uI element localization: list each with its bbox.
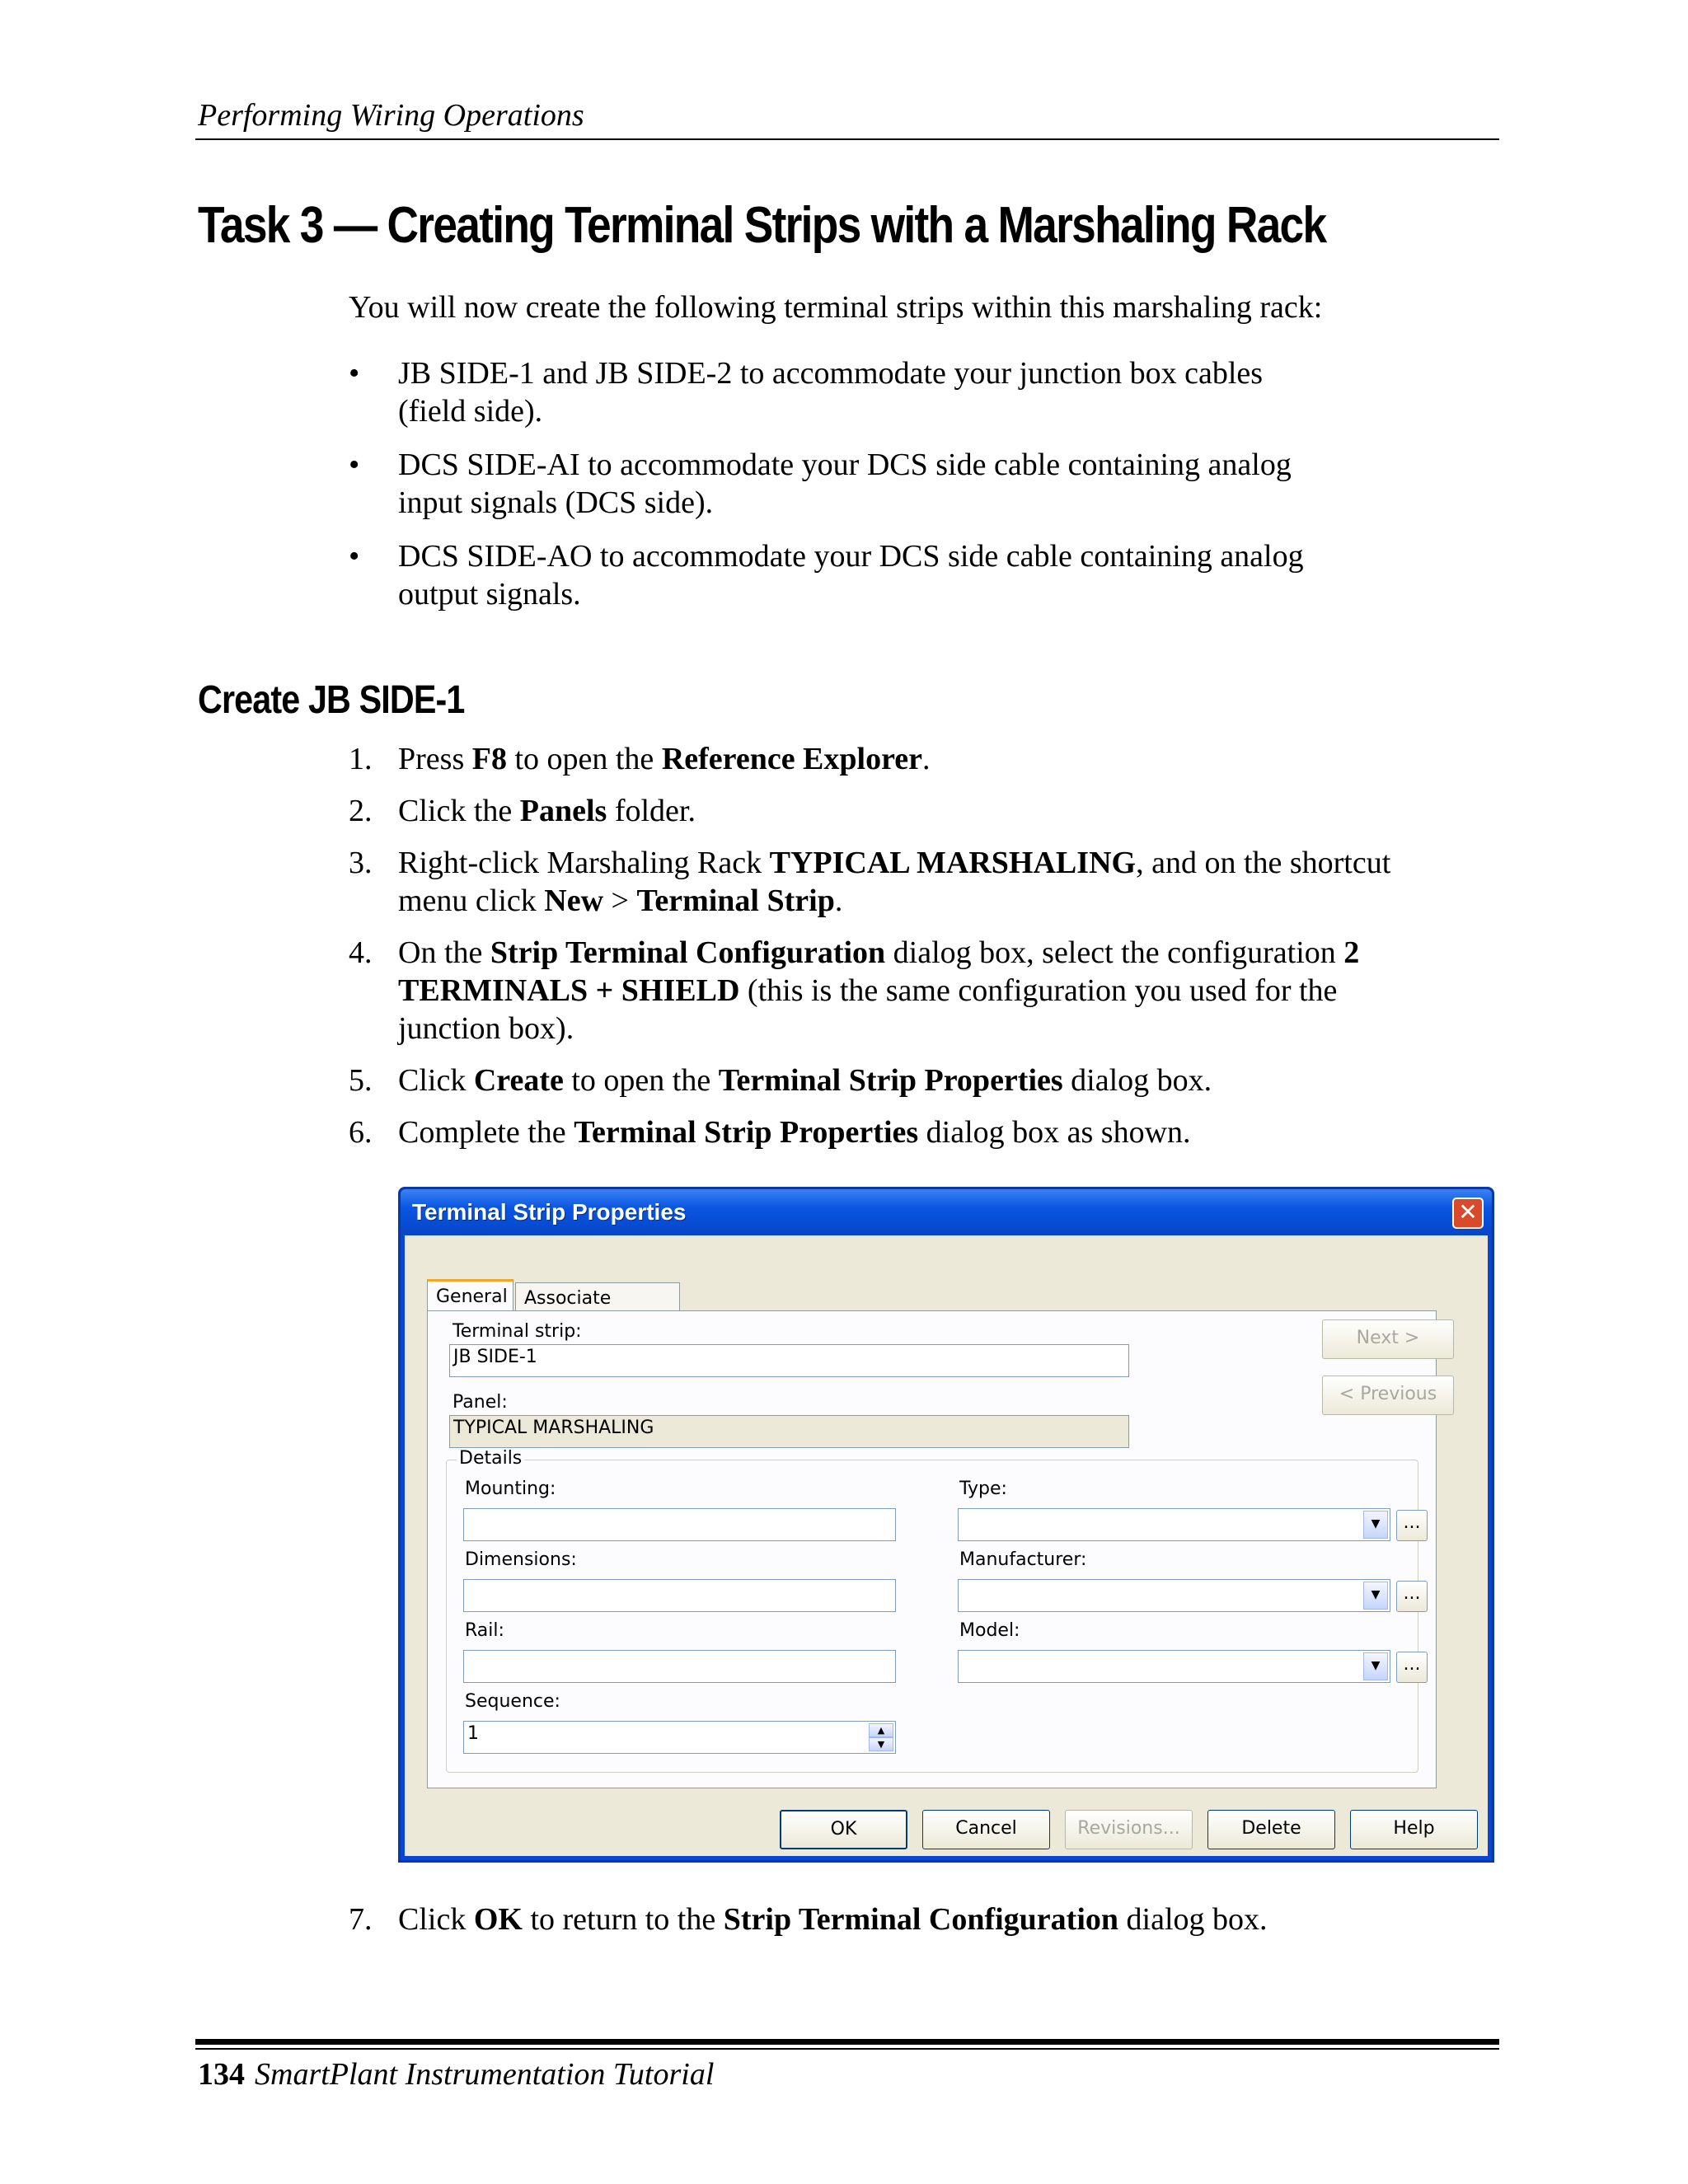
type-label: Type:: [959, 1479, 1007, 1499]
step-text: (this is the same configuration you used for the: [739, 973, 1338, 1008]
step-text: Right-click Marshaling Rack: [398, 846, 770, 880]
tab-general[interactable]: General: [427, 1279, 513, 1312]
step-text: menu click: [398, 883, 545, 918]
step-text: junction box).: [398, 1011, 574, 1046]
model-select[interactable]: [958, 1650, 1390, 1683]
page-title: Task 3 — Creating Terminal Strips with a Marshaling Rack: [198, 197, 1326, 254]
step-bold: Terminal Strip Properties: [574, 1115, 919, 1150]
step-text: dialog box.: [1062, 1063, 1212, 1098]
sequence-value: 1: [467, 1723, 479, 1744]
step-text: >: [603, 883, 637, 918]
step-bold: Create: [473, 1063, 564, 1098]
previous-button[interactable]: < Previous: [1322, 1376, 1454, 1415]
step-text: , and on the shortcut: [1136, 846, 1391, 880]
footer-rule-thin: [195, 2048, 1499, 2050]
panel-field: TYPICAL MARSHALING: [449, 1415, 1129, 1448]
details-group: [446, 1448, 1421, 1773]
sequence-stepper[interactable]: [463, 1721, 896, 1754]
dialog-title-bar: [401, 1189, 1492, 1235]
chevron-down-icon[interactable]: ▼: [1363, 1652, 1388, 1680]
step-number: 4.: [349, 935, 373, 970]
model-label: Model:: [959, 1620, 1020, 1641]
step-text: folder.: [607, 794, 696, 828]
step-text: Click: [398, 1063, 474, 1098]
bullet-line: DCS SIDE-AI to accommodate your DCS side cable containing analog: [398, 448, 1292, 482]
rail-label: Rail:: [465, 1620, 504, 1641]
step-bold: Strip Terminal Configuration: [490, 935, 886, 970]
spin-up-icon[interactable]: ▲: [869, 1723, 893, 1737]
model-browse-button[interactable]: ...: [1396, 1652, 1428, 1683]
step-text: .: [922, 742, 931, 776]
step-bold: New: [544, 883, 604, 918]
terminal-strip-input[interactable]: JB SIDE-1: [449, 1344, 1129, 1377]
bullet-line: input signals (DCS side).: [398, 485, 714, 520]
chevron-down-icon[interactable]: ▼: [1363, 1511, 1388, 1539]
rail-input[interactable]: [463, 1650, 896, 1683]
bullet-symbol: •: [349, 448, 360, 482]
sequence-label: Sequence:: [465, 1691, 560, 1712]
step-bold: Terminal Strip: [636, 883, 835, 918]
type-browse-button[interactable]: ...: [1396, 1510, 1428, 1541]
step-text: On the: [398, 935, 490, 970]
step-number: 2.: [349, 794, 373, 828]
ok-button[interactable]: OK: [780, 1810, 907, 1849]
step-number: 3.: [349, 846, 373, 880]
page-number: 134: [198, 2057, 245, 2092]
bullet-line: output signals.: [398, 577, 581, 612]
dialog-body: [405, 1235, 1488, 1856]
step-text: to open the: [506, 742, 662, 776]
manufacturer-label: Manufacturer:: [959, 1549, 1087, 1570]
step-text: Press: [398, 742, 472, 776]
revisions-button[interactable]: Revisions...: [1065, 1810, 1193, 1849]
footer-title: SmartPlant Instrumentation Tutorial: [255, 2057, 715, 2092]
step-number: 6.: [349, 1115, 373, 1150]
type-select[interactable]: [958, 1508, 1390, 1541]
step-text: Click the: [398, 794, 520, 828]
step-text: to open the: [563, 1063, 719, 1098]
delete-button[interactable]: Delete: [1207, 1810, 1335, 1849]
step-number: 1.: [349, 742, 373, 776]
step-text: dialog box as shown.: [918, 1115, 1191, 1150]
step-bold: 2: [1343, 935, 1360, 970]
terminal-strip-properties-dialog: [398, 1187, 1494, 1863]
panel-label: Panel:: [452, 1392, 508, 1413]
step-bold: TERMINALS + SHIELD: [398, 973, 740, 1008]
step-bold: TYPICAL MARSHALING: [769, 846, 1137, 880]
spin-down-icon[interactable]: ▼: [869, 1737, 893, 1751]
manufacturer-browse-button[interactable]: ...: [1396, 1581, 1428, 1612]
manufacturer-select[interactable]: [958, 1579, 1390, 1612]
step-bold: Terminal Strip Properties: [718, 1063, 1063, 1098]
footer-rule-thick: [195, 2039, 1499, 2045]
step-bold: Strip Terminal Configuration: [723, 1902, 1119, 1937]
step-bold: Panels: [519, 794, 607, 828]
bullet-line: DCS SIDE-AO to accommodate your DCS side cable containing analog: [398, 539, 1304, 574]
bullet-symbol: •: [349, 356, 360, 391]
cancel-button[interactable]: Cancel: [922, 1810, 1050, 1849]
general-tab-panel: [427, 1310, 1437, 1788]
step-text: .: [834, 883, 843, 918]
section-heading: Create JB SIDE-1: [198, 678, 465, 722]
bullet-line: JB SIDE-1 and JB SIDE-2 to accommodate your junction box cables: [398, 356, 1264, 391]
step-bold: OK: [473, 1902, 523, 1937]
intro-paragraph: You will now create the following terminal strips within this marshaling rack:: [349, 290, 1323, 325]
terminal-strip-label: Terminal strip:: [452, 1321, 582, 1342]
page-footer: [198, 2056, 714, 2093]
next-button[interactable]: Next >: [1322, 1319, 1454, 1359]
step-text: Click: [398, 1902, 474, 1937]
running-header: Performing Wiring Operations: [198, 98, 584, 133]
step-text: to return to the: [522, 1902, 724, 1937]
bullet-line: (field side).: [398, 394, 543, 429]
step-number: 7.: [349, 1902, 373, 1937]
step-text: Complete the: [398, 1115, 574, 1150]
dialog-title: Terminal Strip Properties: [412, 1199, 687, 1225]
mounting-label: Mounting:: [465, 1479, 556, 1499]
tab-associate-symbols[interactable]: Associate: [515, 1282, 680, 1312]
chevron-down-icon[interactable]: ▼: [1363, 1582, 1388, 1610]
close-icon[interactable]: ✕: [1452, 1197, 1484, 1229]
step-text: dialog box.: [1118, 1902, 1268, 1937]
header-rule: [195, 138, 1499, 140]
step-bold: Reference Explorer: [661, 742, 923, 776]
step-bold: F8: [471, 742, 507, 776]
dimensions-input[interactable]: [463, 1579, 896, 1612]
step-number: 5.: [349, 1063, 373, 1098]
details-group-title: Details: [457, 1448, 524, 1469]
dimensions-label: Dimensions:: [465, 1549, 577, 1570]
sequence-spinner: [869, 1723, 893, 1751]
step-text: dialog box, select the configuration: [885, 935, 1344, 970]
mounting-input[interactable]: [463, 1508, 896, 1541]
bullet-symbol: •: [349, 539, 360, 574]
help-button[interactable]: Help: [1350, 1810, 1478, 1849]
